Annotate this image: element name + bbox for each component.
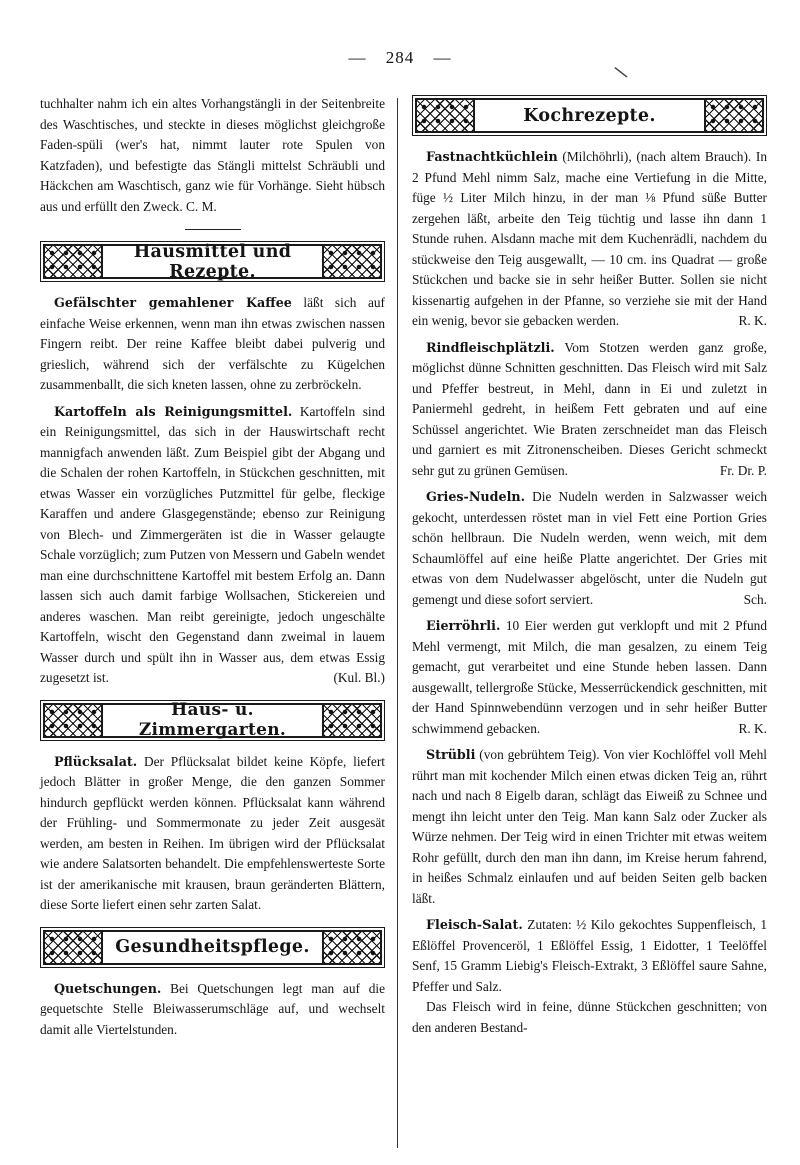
ornament-icon [322, 705, 380, 736]
ornament-icon [417, 100, 475, 131]
article-paragraph [40, 402, 385, 689]
article-paragraph [40, 979, 385, 1041]
recipe-paragraph [412, 616, 767, 739]
recipe-signature: R. K. [738, 720, 767, 736]
article-body: Kartoffeln sind ein Reinigungsmittel, das sich in der Hauswirtschaft recht mannigfach anwenden läßt. Zum Beispiel gibt der Abgang und die Schalen der rohen Kartoffeln, in Stückchen geschnitten, mit etwas Wasser ein vorzügliches Putzmittel für gelbe, fleckige Karaffen und andere Glasgegenstände; ebenso zur Reinigung von Blech- und Zimmergeräten ist die in Wasser gelaugte Schale vorzüglich; zum Putzen von Messern und Gabeln wendet man eine durchschnittene Kartoffel mit bestem Erfolg an. Dann lassen sich auch damit farbige Wollsachen, Stickereien und anderes waschen. Man reibt gereinigte, jedoch ungeschälte Kartoffeln, wischt den Gegenstand dann zweimal in lauem Wasser durch und spült ihn in Wasser aus, dem etwas Essig zugesetzt ist. [40, 403, 385, 685]
recipe-paragraph [412, 487, 767, 610]
article-body: Bei Quetschungen legt man auf die gequetschte Stelle Bleiwasserumschläge auf, und wechselt damit alle Viertelstunden. [40, 980, 385, 1037]
section-banner-garten [43, 700, 382, 740]
recipe-signature: Sch. [743, 591, 767, 607]
section-title: Gesundheitspflege. [115, 937, 310, 957]
recipe-heading: Fastnachtküchlein [426, 149, 558, 164]
article-body: läßt sich auf einfache Weise erkennen, wenn man ihn etwas zwischen nassen Fingern reibt. Der reine Kaffee bleibt dabei pulverig und grieslich, während sich der verfälschte zu Kügelchen zusammenballt, die sich kneten lassen, ohne zu zerbröckeln. [40, 295, 385, 392]
section-title: Hausmittel und Rezepte. [133, 241, 292, 282]
recipe-heading: Fleisch-Salat. [426, 917, 523, 932]
stray-mark-icon: \ [612, 62, 630, 83]
left-column [40, 94, 385, 1040]
recipe-heading: Rindfleischplätzli. [426, 339, 555, 355]
article-heading: Pflücksalat. [54, 753, 138, 769]
ornament-icon [45, 246, 103, 277]
recipe-heading: Gries-Nudeln. [426, 489, 526, 504]
ornament-icon [45, 932, 103, 963]
ornament-icon [322, 932, 380, 963]
recipe-paragraph [412, 915, 767, 997]
article-heading: Kartoffeln als Reinigungsmittel. [54, 403, 293, 419]
page-header [0, 48, 800, 68]
section-banner-gesundheit [43, 930, 382, 965]
recipe-continuation: Das Fleisch wird in feine, dünne Stückchen geschnitten; von den anderen Bestand- [412, 999, 767, 1035]
recipe-body: Zutaten: ½ Kilo gekochtes Suppenfleisch, 1 Eßlöffel Provenceröl, 1 Eßlöffel Essig, 1 Eidotter, 1 Teelöffel Senf, 15 Gramm Liebig's Fleisch-Extrakt, 3 Eßlöffel saure Sahne, Pfeffer und Salz. [412, 917, 767, 994]
article-signature: (Kul. Bl.) [333, 670, 385, 685]
article-heading: Gefälschter gemahlener Kaffee [54, 295, 292, 310]
section-title: Haus- u. Zimmergarten. [138, 700, 287, 740]
recipe-body: 10 Eier werden gut verklopft und mit 2 Pfund Mehl vermengt, mit Milch, die man gesalzen, zu einem Teig gemacht, gut verarbeitet und eine Stunde heben lassen. Dann ausgewallt, tellergroße Stücke, Messerrückendick geschnitten, mit der Hand Spinnwebendünn verzogen und in sehr heißer Butter schwimmend gebacken. [412, 618, 767, 736]
recipe-paragraph [412, 745, 767, 909]
recipe-signature: R. K. [738, 313, 767, 328]
section-rule [185, 229, 241, 230]
ornament-icon [704, 100, 762, 131]
section-banner-kochrezepte [415, 98, 764, 133]
article-body: Der Pflücksalat bildet keine Köpfe, liefert jedoch Blätter in großer Menge, die den ganzen Sommer hindurch gepflückt werden können. Pflücksalat kann während der Frühling- und Sommermonate zu jeder Zeit ausgesät werden, am besten in Reihen. Im übrigen wird der Pflücksalat wie andere Salatsorten behandelt. Die empfehlenswerteste Sorte ist der amerikanische mit krausen, braun geränderten Blättern, diese Sorte liefert einen sehr zarten Salat. [40, 753, 385, 912]
article-paragraph [40, 293, 385, 396]
ornament-icon [322, 246, 380, 277]
recipe-paragraph [412, 338, 767, 482]
ornament-icon [45, 705, 103, 736]
section-title: Kochrezepte. [523, 105, 656, 126]
section-banner-hausmittel [43, 241, 382, 282]
column-divider [397, 98, 398, 1148]
intro-paragraph: tuchhalter nahm ich ein altes Vorhangstängli in der Seitenbreite des Waschtisches, und steckte in dieses möglichst gleichgroße Faden-spüli (wer's hat, nimmt lauter rote Spulen von Katzfaden), und befestigte das Stängli mittelst Schräubli und Häckchen am Waschtisch, ganz wie für Vorhänge. Sieht hübsch aus und erfüllt den Zweck. C. M. [40, 96, 385, 214]
recipe-heading: Strübli [426, 747, 476, 762]
page-number: 284 [385, 48, 415, 67]
right-column [412, 94, 767, 1038]
recipe-paragraph [412, 147, 767, 332]
recipe-body: (Milchöhrli), (nach altem Brauch). In 2 Pfund Mehl nimm Salz, mache eine Vertiefung in die Mitte, füge ½ Liter Milch hinzu, in der man ⅛ Pfund süße Butter zergehen läßt, arbeite den Teig tüchtig und lasse ihn dann 1 Stunde ruhen. Alsdann mache mit dem Kuchenrädli, nachdem du stückweise den Teig ausgewallt, — 10 cm. ins Quadrat — große Stückchen und backe sie in sehr heißer Butter. Sollen sie nicht kissenartig aufgehen in der Pfanne, so verziehe sie mit der Hand ein wenig, bevor sie gebacken werden. [412, 149, 768, 328]
article-heading: Quetschungen. [54, 980, 162, 996]
recipe-heading: Eierröhrli. [426, 618, 501, 633]
header-dash-right: — [433, 48, 452, 67]
recipe-body: (von gebrühtem Teig). Von vier Kochlöffel voll Mehl rührt man mit kochender Milch einen etwas dicken Teig an, rührt nach und nach 8 Eigelb daran, schlägt das Eiweiß zu Schnee und mengt ihn leicht unter den Teig. Man kann Salz oder Zucker als Würze nehmen. Der Teig wird in einen Trichter mit etwas weitem Rohr gefüllt, durch den man ihn dann, im Kreise herum fahrend, in heißes Schmalz einlaufen und auf beiden Seiten gelb backen läßt. [412, 747, 767, 906]
header-dash-left: — [348, 48, 367, 67]
recipe-signature: Fr. Dr. P. [719, 462, 767, 478]
recipe-body: Vom Stotzen werden ganz große, möglichst dünne Schnitten geschnitten. Das Fleisch wird mit Salz und Pfeffer bestreut, in Mehl, dann in Ei und zuletzt in Paniermehl gedreht, in heißem Fett gebraten und auf eine Schüssel angerichtet. Wie Braten zerschneidet man das Fleisch und garniert es mit Zitronenscheiben. Dieses Gericht schmeckt sehr gut zu grünen Gemüsen. [412, 339, 767, 478]
article-paragraph [40, 752, 385, 916]
recipe-body: Die Nudeln werden in Salzwasser weich gekocht, unterdessen röstet man in viel Fett eine Portion Gries schön hellbraun. Die Nudeln werden, wenn weich, mit dem Schaumlöffel auf eine heiße Platte angerichtet. Der Gries mit etwas von dem Nudelwasser abgelöscht, unter die Nudeln gut gemengt und diese sofort serviert. [412, 489, 767, 607]
